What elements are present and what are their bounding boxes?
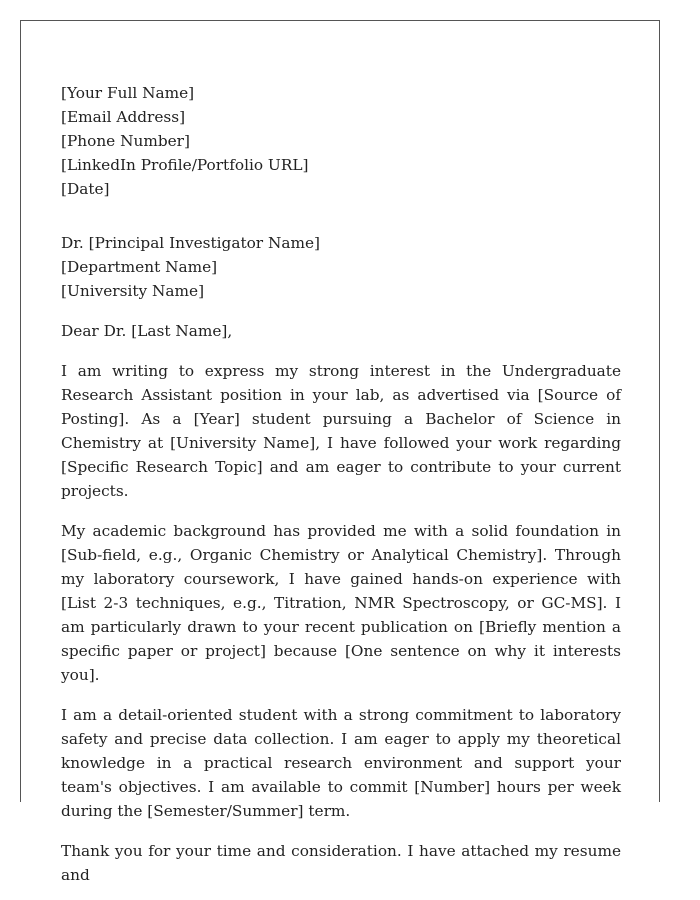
sender-name: [Your Full Name] xyxy=(61,84,195,102)
letter-page xyxy=(20,20,660,884)
body-paragraph-qualities: I am a detail-oriented student with a strong commitment to laboratory safety and precise data collection. I am eager to apply my theoretical knowledge in a practical research environment and support your team's objectives. I am available to commit [Number] hours per week during the [Semester/Summer] term. xyxy=(61,706,621,820)
sender-phone: [Phone Number] xyxy=(61,132,190,150)
sender-email: [Email Address] xyxy=(61,108,186,126)
salutation: Dear Dr. [Last Name], xyxy=(61,322,233,340)
letter-content xyxy=(61,81,621,887)
recipient-name: Dr. [Principal Investigator Name] xyxy=(61,234,321,252)
recipient-department: [Department Name] xyxy=(61,258,218,276)
sender-block xyxy=(61,81,621,201)
body-paragraph-background: My academic background has provided me with a solid foundation in [Sub-field, e.g., Organic Chemistry or Analytical Chemistry]. Through my laboratory coursework, I have gained hands-on experience with [List 2-3 techniques, e.g., Titration, NMR Spectroscopy, or GC-MS]. I am particularly drawn to your recent publication on [Briefly mention a specific paper or project] because [One sentence on why it interests you]. xyxy=(61,522,621,684)
recipient-block xyxy=(61,231,621,303)
body-paragraph-closing: Thank you for your time and consideration. I have attached my resume and xyxy=(61,842,621,884)
body-paragraph-intro: I am writing to express my strong interest in the Undergraduate Research Assistant position in your lab, as advertised via [Source of Posting]. As a [Year] student pursuing a Bachelor of Science in Chemistry at [University Name], I have followed your work regarding [Specific Research Topic] and am eager to contribute to your current projects. xyxy=(61,362,621,500)
sender-profile-url: [LinkedIn Profile/Portfolio URL] xyxy=(61,156,309,174)
recipient-university: [University Name] xyxy=(61,282,205,300)
letter-date: [Date] xyxy=(61,180,110,198)
